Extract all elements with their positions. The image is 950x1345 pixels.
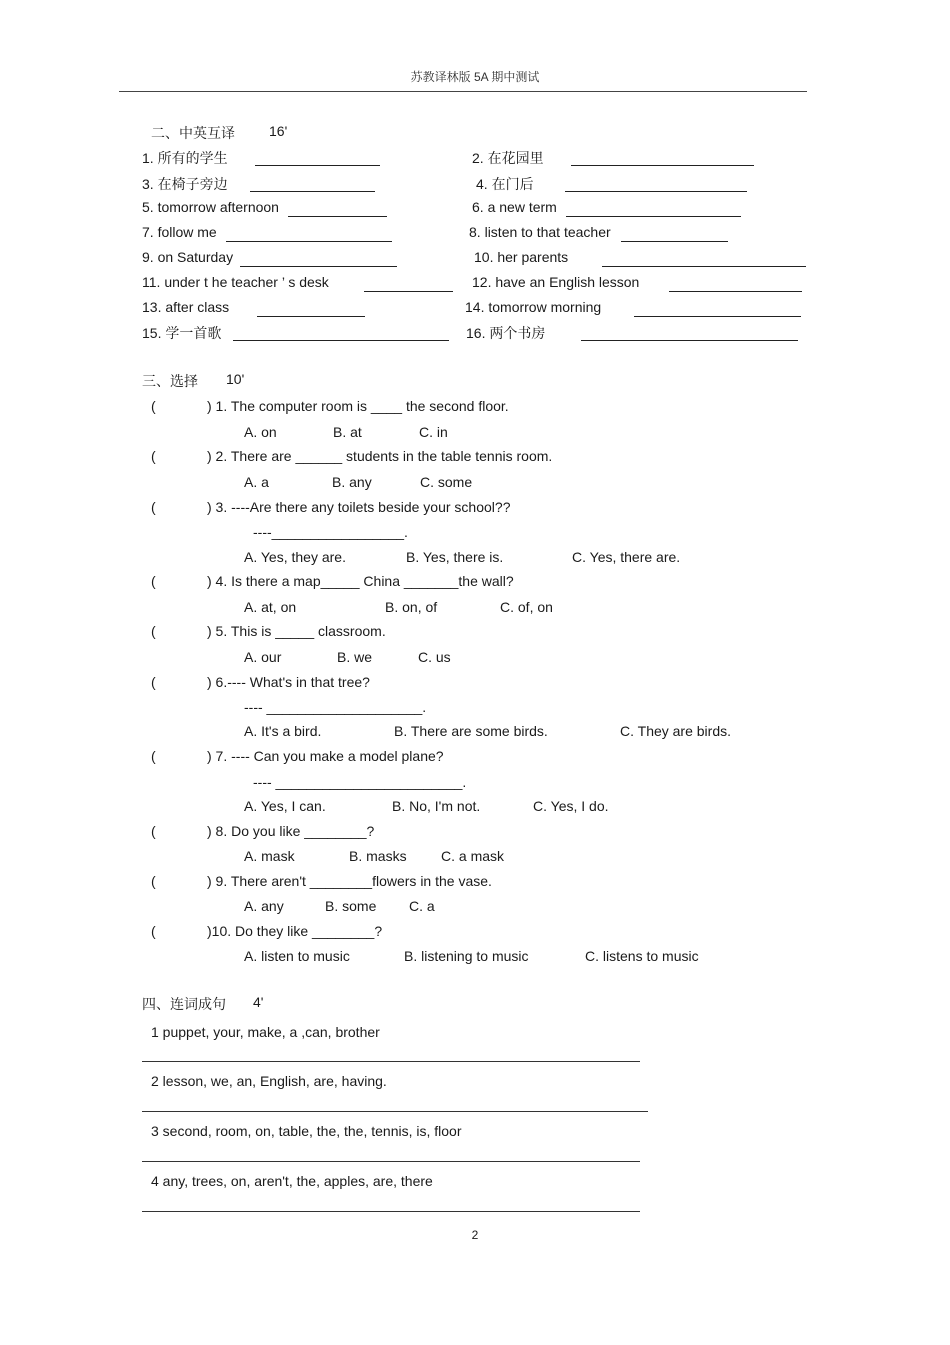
q1-option-a[interactable]: A. on [244, 424, 277, 440]
s2-blank-13[interactable] [257, 302, 365, 317]
s2-item-2: 2. 在花园里 [472, 150, 544, 166]
q6-reply: ---- ____________________. [244, 699, 427, 715]
q10-paren[interactable]: ( [151, 923, 156, 939]
header-rule [119, 91, 807, 92]
q2-stem: ) 2. There are ______ students in the table tennis room. [207, 448, 553, 464]
s2-blank-12[interactable] [669, 277, 802, 292]
s2-blank-8[interactable] [621, 227, 728, 242]
section4-heading: 四、连词成句 [142, 996, 226, 1012]
section3-score: 10' [226, 371, 245, 387]
q4-stem: ) 4. Is there a map_____ China _______the wall? [207, 573, 514, 589]
q8-paren[interactable]: ( [151, 823, 156, 839]
q6-paren[interactable]: ( [151, 674, 156, 690]
s4-item-1: 1 puppet, your, make, a ,can, brother [151, 1024, 380, 1040]
q1-paren[interactable]: ( [151, 398, 156, 414]
q5-paren[interactable]: ( [151, 623, 156, 639]
s2-item-1: 1. 所有的学生 [142, 150, 228, 166]
q1-option-c[interactable]: C. in [419, 424, 448, 440]
q2-option-c[interactable]: C. some [420, 474, 473, 490]
s2-blank-14[interactable] [634, 302, 801, 317]
q3-paren[interactable]: ( [151, 499, 156, 515]
s4-item-3: 3 second, room, on, table, the, the, tennis, is, floor [151, 1123, 462, 1139]
s2-item-9: 9. on Saturday [142, 249, 234, 265]
q9-paren[interactable]: ( [151, 873, 156, 889]
s2-blank-11[interactable] [364, 277, 453, 292]
s2-item-3: 3. 在椅子旁边 [142, 176, 228, 192]
s2-blank-10[interactable] [602, 252, 806, 267]
s2-item-7: 7. follow me [142, 224, 217, 240]
q5-option-b[interactable]: B. we [337, 649, 373, 665]
q2-option-b[interactable]: B. any [332, 474, 372, 490]
section2-score: 16' [269, 123, 288, 139]
s2-blank-7[interactable] [226, 227, 392, 242]
section4-score: 4' [253, 994, 264, 1010]
q4-option-b[interactable]: B. on, of [385, 599, 438, 615]
s4-answer-line-2[interactable] [142, 1111, 648, 1112]
s2-item-5: 5. tomorrow afternoon [142, 199, 279, 215]
q3-stem: ) 3. ----Are there any toilets beside your school?? [207, 499, 511, 515]
q6-option-b[interactable]: B. There are some birds. [394, 723, 548, 739]
q2-paren[interactable]: ( [151, 448, 156, 464]
q9-option-a[interactable]: A. any [244, 898, 284, 914]
s2-blank-16[interactable] [581, 326, 798, 341]
s2-blank-15[interactable] [233, 326, 449, 341]
q6-stem: ) 6.---- What's in that tree? [207, 674, 370, 690]
s2-item-11: 11. under t he teacher ’ s desk [142, 274, 329, 290]
q5-option-a[interactable]: A. our [244, 649, 282, 665]
q1-stem: ) 1. The computer room is ____ the second floor. [207, 398, 509, 414]
q4-option-a[interactable]: A. at, on [244, 599, 297, 615]
s2-blank-4[interactable] [565, 177, 747, 192]
q4-paren[interactable]: ( [151, 573, 156, 589]
q2-option-a[interactable]: A. a [244, 474, 269, 490]
q4-option-c[interactable]: C. of, on [500, 599, 553, 615]
q9-option-c[interactable]: C. a [409, 898, 435, 914]
q3-option-b[interactable]: B. Yes, there is. [406, 549, 504, 565]
q7-option-c[interactable]: C. Yes, I do. [533, 798, 609, 814]
q3-reply: ----_________________. [253, 524, 408, 540]
s4-answer-line-3[interactable] [142, 1161, 640, 1162]
section3-heading: 三、选择 [142, 373, 198, 389]
s4-answer-line-1[interactable] [142, 1061, 640, 1062]
q3-option-a[interactable]: A. Yes, they are. [244, 549, 346, 565]
q6-option-c[interactable]: C. They are birds. [620, 723, 732, 739]
s4-answer-line-4[interactable] [142, 1211, 640, 1212]
q10-option-a[interactable]: A. listen to music [244, 948, 350, 964]
q9-stem: ) 9. There aren't ________flowers in the vase. [207, 873, 492, 889]
q7-reply: ---- ________________________. [253, 774, 467, 790]
q8-stem: ) 8. Do you like ________? [207, 823, 375, 839]
page-number: 2 [471, 1228, 479, 1242]
s2-blank-2[interactable] [571, 151, 754, 166]
s2-blank-5[interactable] [288, 202, 387, 217]
page-header: 苏教译林版 5A 期中测试 [410, 70, 540, 84]
s2-item-13: 13. after class [142, 299, 230, 315]
s2-blank-1[interactable] [255, 151, 380, 166]
q6-option-a[interactable]: A. It's a bird. [244, 723, 322, 739]
s2-item-10: 10. her parents [474, 249, 569, 265]
s2-item-8: 8. listen to that teacher [469, 224, 611, 240]
q5-option-c[interactable]: C. us [418, 649, 451, 665]
q1-option-b[interactable]: B. at [333, 424, 362, 440]
q7-option-b[interactable]: B. No, I'm not. [392, 798, 481, 814]
q7-paren[interactable]: ( [151, 748, 156, 764]
q5-stem: ) 5. This is _____ classroom. [207, 623, 386, 639]
s2-item-4: 4. 在门后 [476, 176, 534, 192]
s2-item-15: 15. 学一首歌 [142, 325, 222, 341]
q9-option-b[interactable]: B. some [325, 898, 377, 914]
s4-item-4: 4 any, trees, on, aren't, the, apples, are, there [151, 1173, 433, 1189]
s2-item-6: 6. a new term [472, 199, 557, 215]
s2-item-12: 12. have an English lesson [472, 274, 640, 290]
s2-item-16: 16. 两个书房 [466, 325, 546, 341]
s2-blank-3[interactable] [250, 177, 375, 192]
q10-option-b[interactable]: B. listening to music [404, 948, 529, 964]
s2-item-14: 14. tomorrow morning [465, 299, 602, 315]
s4-item-2: 2 lesson, we, an, English, are, having. [151, 1073, 387, 1089]
q10-stem: )10. Do they like ________? [207, 923, 383, 939]
q7-option-a[interactable]: A. Yes, I can. [244, 798, 326, 814]
q10-option-c[interactable]: C. listens to music [585, 948, 699, 964]
q8-option-c[interactable]: C. a mask [441, 848, 505, 864]
s2-blank-6[interactable] [566, 202, 741, 217]
q3-option-c[interactable]: C. Yes, there are. [572, 549, 681, 565]
section2-heading: 二、中英互译 [151, 125, 235, 141]
q8-option-a[interactable]: A. mask [244, 848, 295, 864]
q8-option-b[interactable]: B. masks [349, 848, 407, 864]
s2-blank-9[interactable] [240, 252, 397, 267]
q7-stem: ) 7. ---- Can you make a model plane? [207, 748, 444, 764]
